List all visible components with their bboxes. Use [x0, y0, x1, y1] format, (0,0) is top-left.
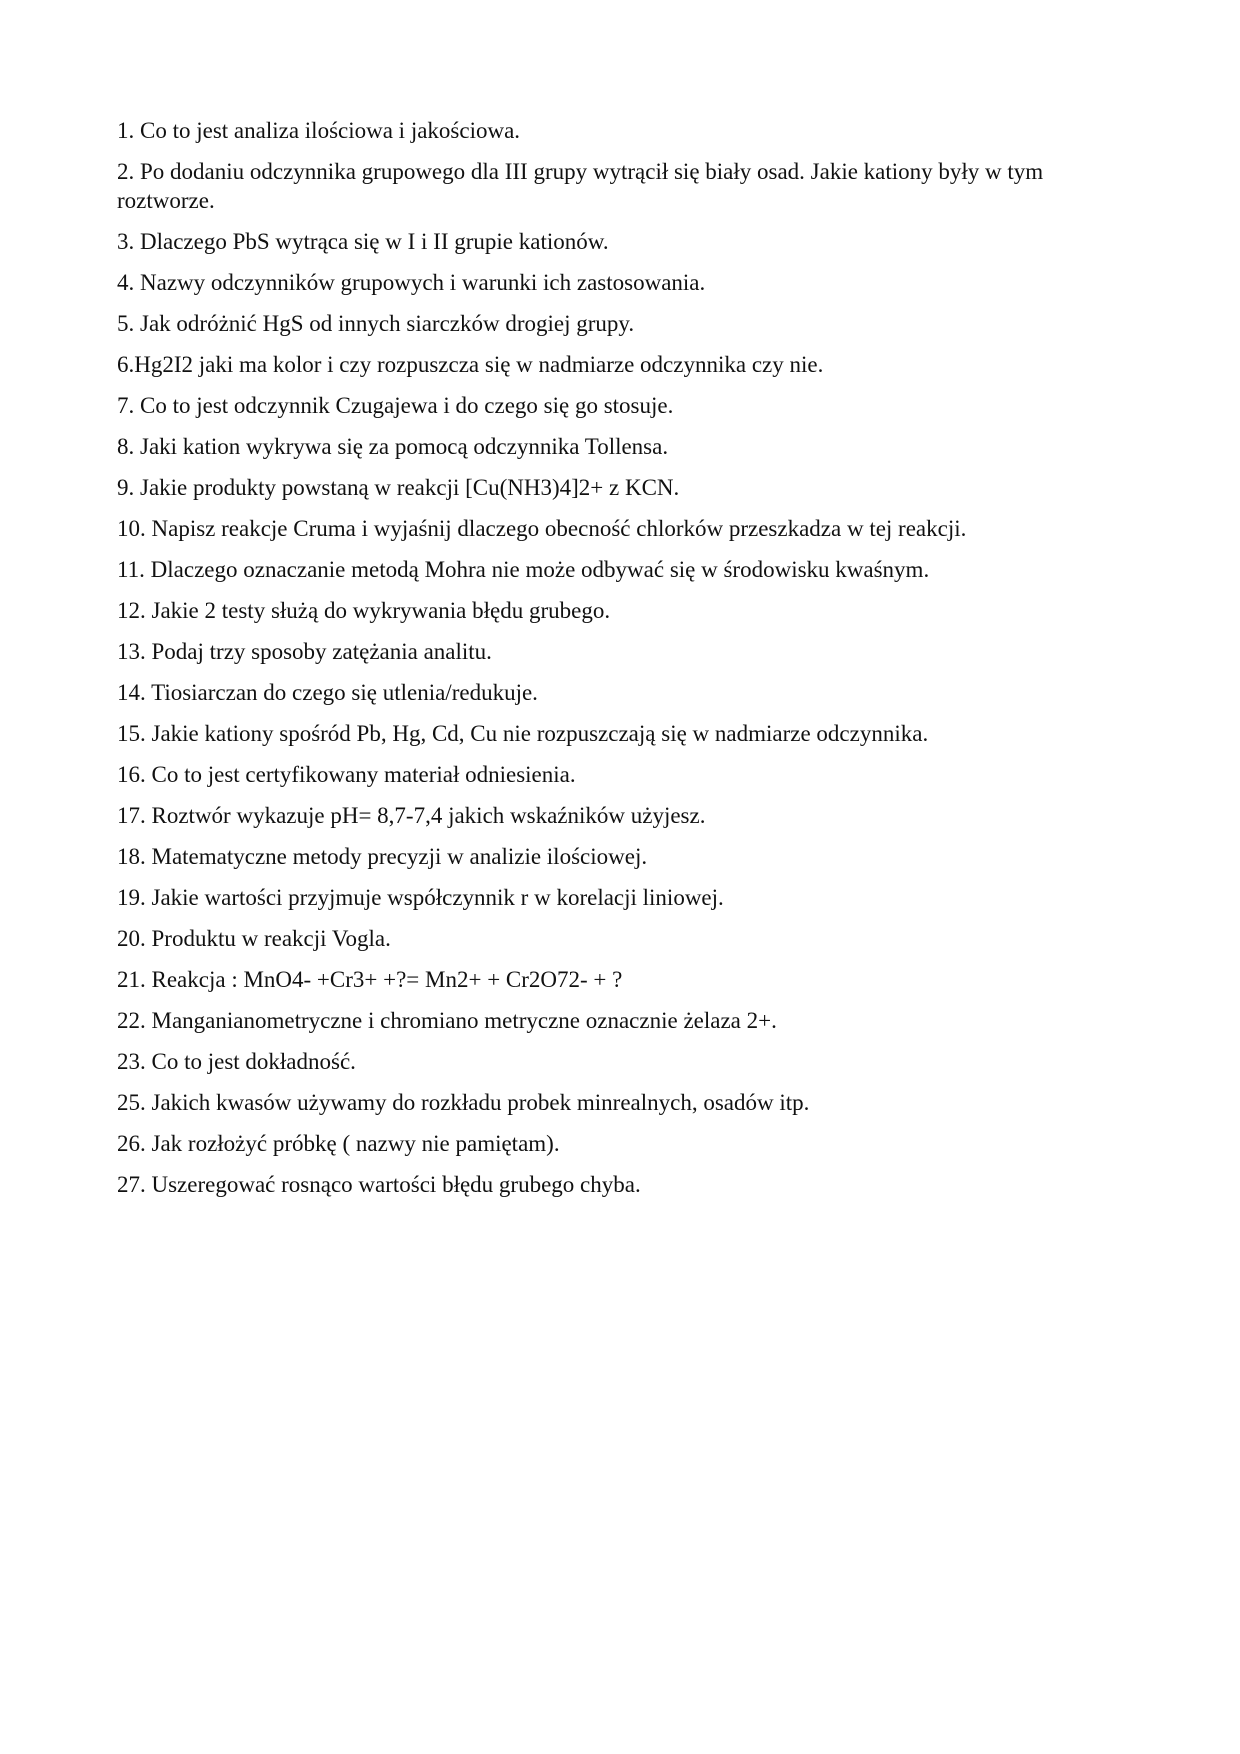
question-item: 19. Jakie wartości przyjmuje współczynnik r w korelacji liniowej.	[117, 885, 724, 910]
question-item: 13. Podaj trzy sposoby zatężania analitu.	[117, 639, 492, 664]
question-item: 14. Tiosiarczan do czego się utlenia/redukuje.	[117, 680, 538, 705]
question-item: 12. Jakie 2 testy służą do wykrywania błędu grubego.	[117, 598, 611, 623]
question-item: 20. Produktu w reakcji Vogla.	[117, 926, 391, 951]
question-item: 17. Roztwór wykazuje pH= 8,7-7,4 jakich wskaźników użyjesz.	[117, 803, 706, 828]
question-item: 22. Manganianometryczne i chromiano metryczne oznacznie żelaza 2+.	[117, 1008, 777, 1033]
question-item: 6.Hg2I2 jaki ma kolor i czy rozpuszcza się w nadmiarze odczynnika czy nie.	[117, 352, 824, 377]
question-item: 21. Reakcja : MnO4- +Cr3+ +?= Mn2+ + Cr2O72- + ?	[117, 967, 623, 992]
question-item: 1. Co to jest analiza ilościowa i jakościowa.	[117, 118, 521, 143]
question-item: 16. Co to jest certyfikowany materiał odniesienia.	[117, 762, 576, 787]
question-item: 15. Jakie kationy spośród Pb, Hg, Cd, Cu nie rozpuszczają się w nadmiarze odczynnika.	[117, 721, 929, 746]
question-item: 18. Matematyczne metody precyzji w analizie ilościowej.	[117, 844, 648, 869]
question-item: 26. Jak rozłożyć próbkę ( nazwy nie pamiętam).	[117, 1131, 560, 1156]
question-item: 27. Uszeregować rosnąco wartości błędu grubego chyba.	[117, 1172, 641, 1197]
question-item: 25. Jakich kwasów używamy do rozkładu probek minrealnych, osadów itp.	[117, 1090, 810, 1115]
question-item: 9. Jakie produkty powstaną w reakcji [Cu(NH3)4]2+ z KCN.	[117, 475, 680, 500]
question-item: 5. Jak odróżnić HgS od innych siarczków drogiej grupy.	[117, 311, 635, 336]
question-item: 8. Jaki kation wykrywa się za pomocą odczynnika Tollensa.	[117, 434, 669, 459]
question-item: 11. Dlaczego oznaczanie metodą Mohra nie może odbywać się w środowisku kwaśnym.	[117, 557, 930, 582]
question-list	[117, 116, 1117, 1211]
question-item: 3. Dlaczego PbS wytrąca się w I i II grupie kationów.	[117, 229, 609, 254]
question-item: 4. Nazwy odczynników grupowych i warunki ich zastosowania.	[117, 270, 706, 295]
question-item: 7. Co to jest odczynnik Czugajewa i do czego się go stosuje.	[117, 393, 674, 418]
question-item: 23. Co to jest dokładność.	[117, 1049, 356, 1074]
question-item: 2. Po dodaniu odczynnika grupowego dla III grupy wytrącił się biały osad. Jakie kationy były w tym roztworze.	[117, 159, 1044, 213]
question-item: 10. Napisz reakcje Cruma i wyjaśnij dlaczego obecność chlorków przeszkadza w tej reakcji.	[117, 516, 967, 541]
